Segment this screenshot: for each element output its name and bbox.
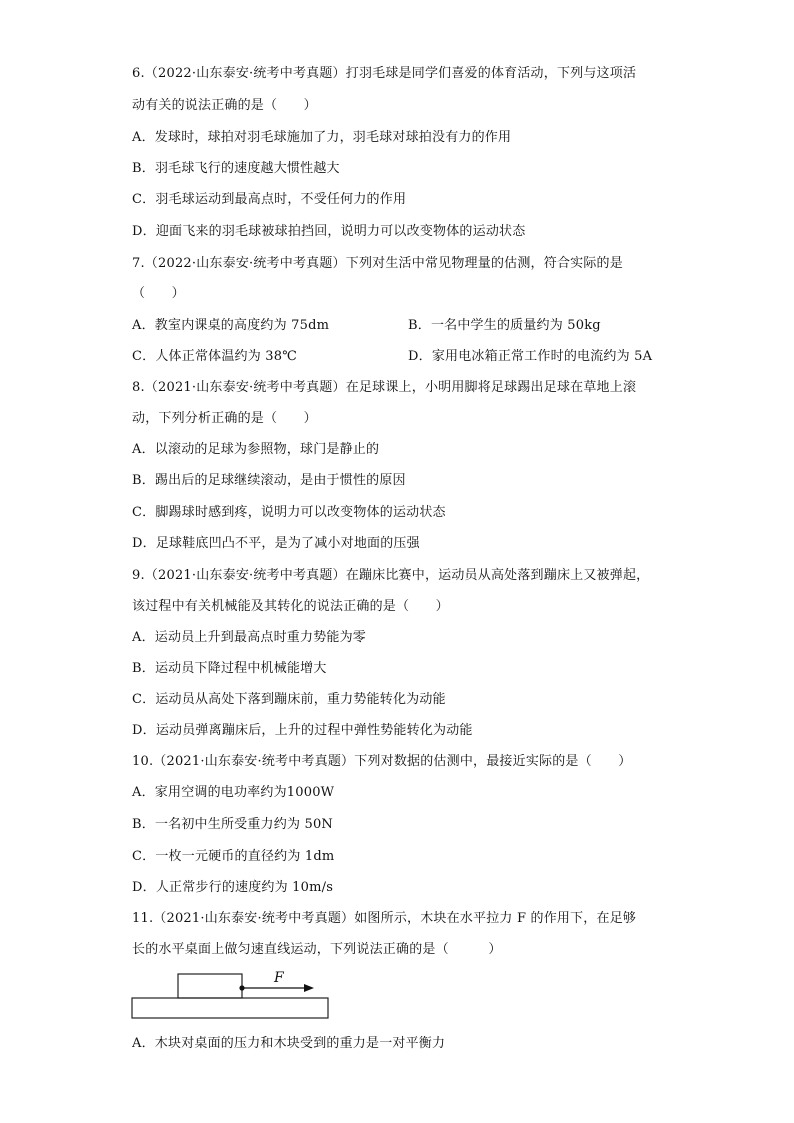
question-7-stem-line-2: （ ） <box>132 286 185 301</box>
question-6-stem-line-2: 动有关的说法正确的是（ ） <box>132 98 317 113</box>
force-label: F <box>274 970 284 986</box>
question-10-option-d: D．人正常步行的速度约为 10m/s <box>132 880 334 895</box>
question-9-stem-line-1: 9.（2021·山东泰安·统考中考真题）在蹦床比赛中，运动员从高处落到蹦床上又被弹起， <box>132 568 650 583</box>
question-9-option-d: D．运动员弹离蹦床后，上升的过程中弹性势能转化为动能 <box>132 723 473 738</box>
question-6-option-c: C．羽毛球运动到最高点时，不受任何力的作用 <box>132 192 407 207</box>
question-11-stem-line-2: 长的水平桌面上做匀速直线运动，下列说法正确的是（ ） <box>132 942 502 957</box>
question-9-option-b: B．运动员下降过程中机械能增大 <box>132 661 327 676</box>
force-arrow-head <box>304 984 314 992</box>
question-10-option-c: C．一枚一元硬币的直径约为 1dm <box>132 849 335 864</box>
question-6-stem-line-1: 6.（2022·山东泰安·统考中考真题）打羽毛球是同学们喜爱的体育活动，下列与这项活 <box>132 66 637 81</box>
question-10-option-a: A．家用空调的电功率约为1000W <box>132 785 335 800</box>
question-7-option-b: B．一名中学生的质量约为 50kg <box>408 318 601 333</box>
question-7-option-d: D．家用电冰箱正常工作时的电流约为 5A <box>408 349 653 364</box>
question-10-option-b: B．一名初中生所受重力约为 50N <box>132 817 334 832</box>
question-7-options-row-2 <box>132 347 672 367</box>
question-8-stem-line-1: 8.（2021·山东泰安·统考中考真题）在足球课上，小明用脚将足球踢出足球在草地上滚 <box>132 380 637 395</box>
question-6-option-b: B．羽毛球飞行的速度越大惯性越大 <box>132 161 340 176</box>
question-9-stem-line-2: 该过程中有关机械能及其转化的说法正确的是（ ） <box>132 599 449 614</box>
question-8-option-b: B．踢出后的足球继续滚动，是由于惯性的原因 <box>132 473 406 488</box>
block-on-table-figure <box>130 968 330 1022</box>
question-8-option-a: A．以滚动的足球为参照物，球门是静止的 <box>132 442 380 457</box>
question-8-option-c: C．脚踢球时感到疼，说明力可以改变物体的运动状态 <box>132 505 446 520</box>
question-6-option-a: A．发球时，球拍对羽毛球施加了力，羽毛球对球拍没有力的作用 <box>132 130 512 145</box>
question-8-option-d: D．足球鞋底凹凸不平，是为了减小对地面的压强 <box>132 536 420 551</box>
question-11-option-a: A．木块对桌面的压力和木块受到的重力是一对平衡力 <box>132 1036 446 1051</box>
wooden-block <box>178 974 242 998</box>
question-6-option-d: D．迎面飞来的羽毛球被球拍挡回，说明力可以改变物体的运动状态 <box>132 224 526 239</box>
question-7-option-a: A．教室内课桌的高度约为 75dm <box>132 318 330 333</box>
table-surface <box>132 998 328 1018</box>
question-7-options-row-1 <box>132 316 672 336</box>
question-7-stem-line-1: 7.（2022·山东泰安·统考中考真题）下列对生活中常见物理量的估测，符合实际的是 <box>132 256 623 271</box>
question-11-stem-line-1: 11.（2021·山东泰安·统考中考真题）如图所示，木块在水平拉力 F 的作用下，在足够 <box>132 911 637 926</box>
question-9-option-a: A．运动员上升到最高点时重力势能为零 <box>132 630 366 645</box>
question-8-stem-line-2: 动，下列分析正确的是（ ） <box>132 411 317 426</box>
question-9-option-c: C．运动员从高处下落到蹦床前，重力势能转化为动能 <box>132 692 446 707</box>
question-10-stem-line-1: 10.（2021·山东泰安·统考中考真题）下列对数据的估测中，最接近实际的是（ ） <box>132 754 632 769</box>
question-7-option-c: C．人体正常体温约为 38℃ <box>132 349 297 364</box>
